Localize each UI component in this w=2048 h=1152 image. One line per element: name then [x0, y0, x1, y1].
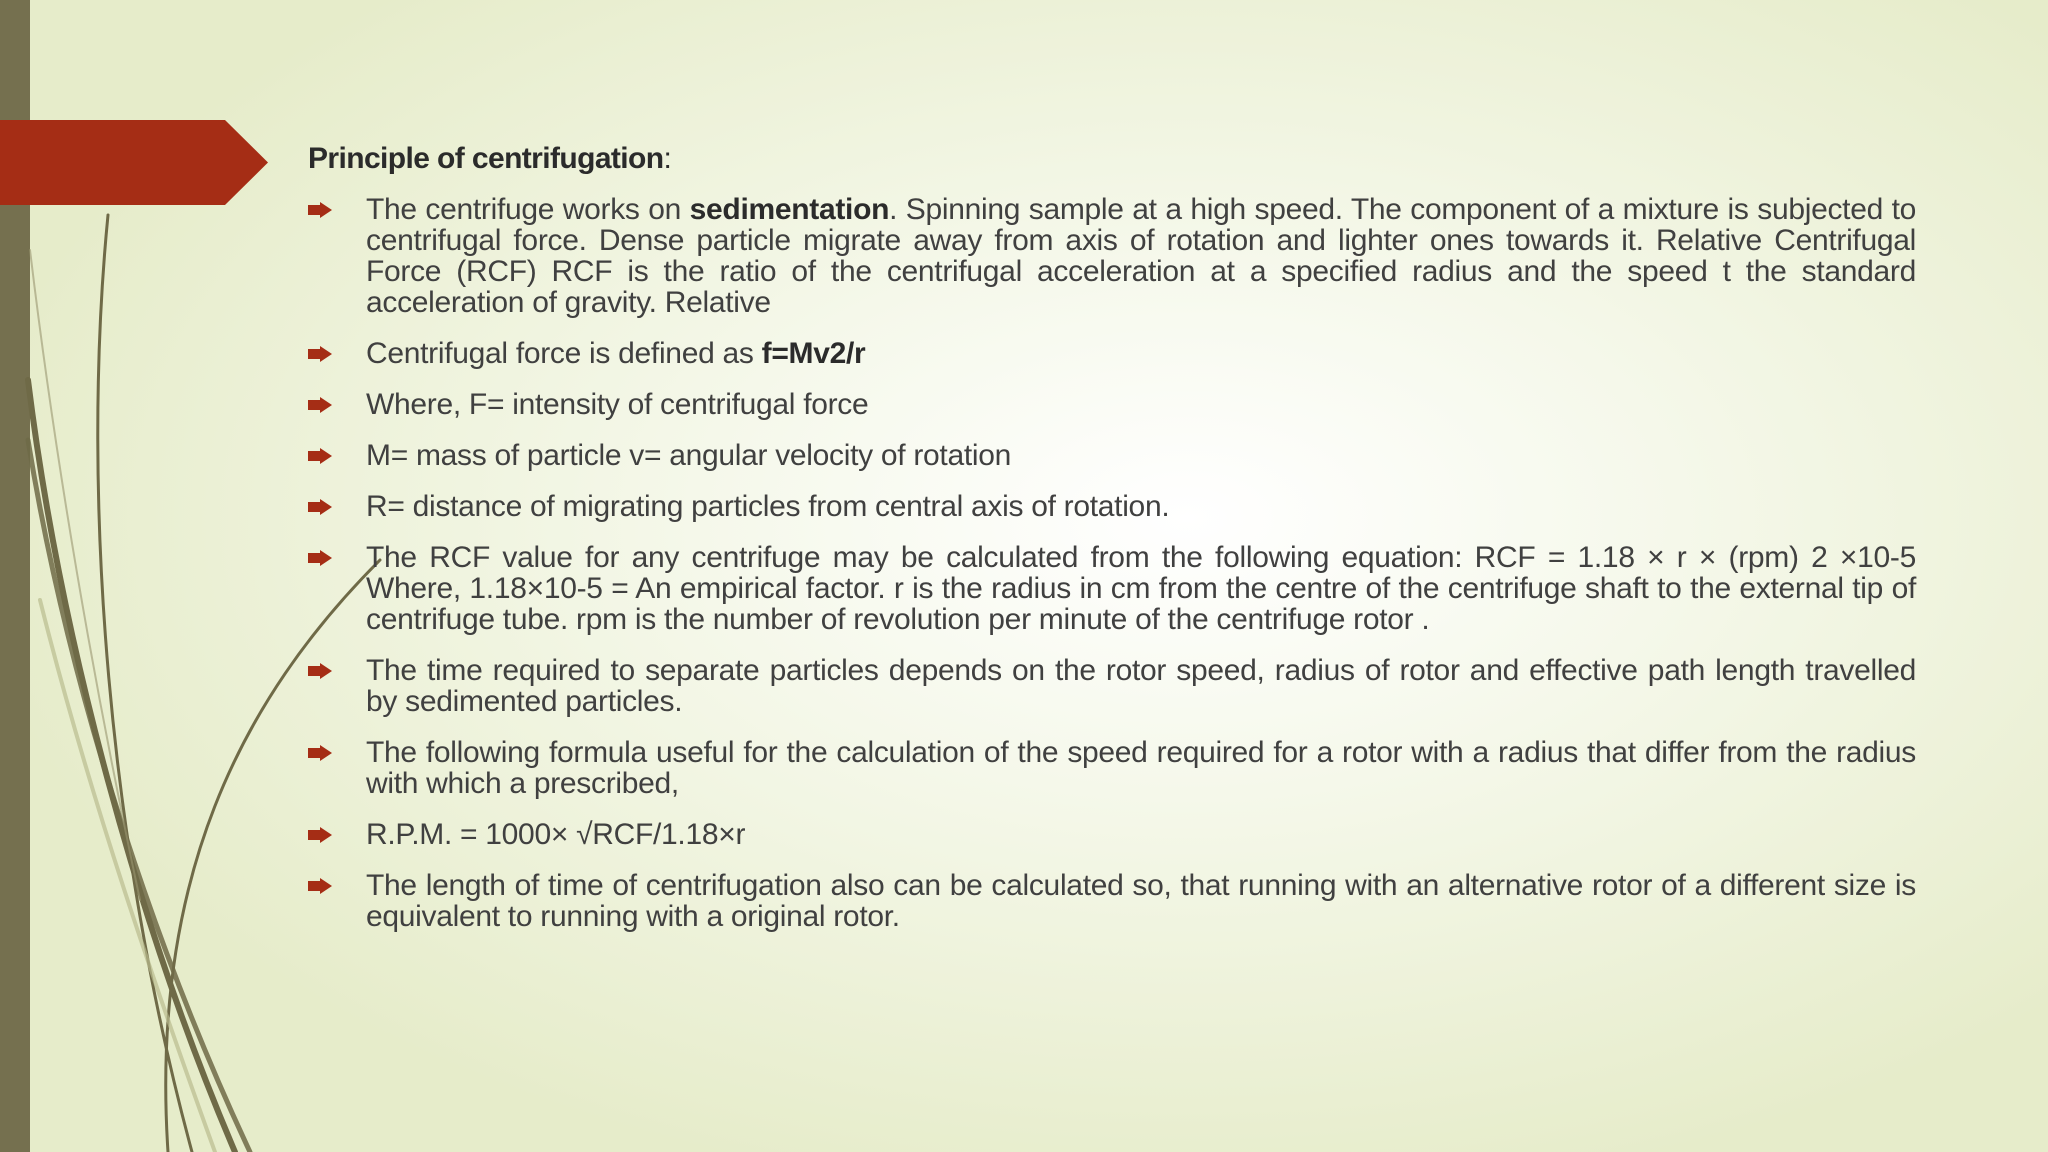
bullet-item — [308, 819, 1916, 850]
arrow-bullet-icon — [308, 878, 332, 894]
slide-title — [308, 142, 1916, 176]
slide-title-colon: : — [663, 142, 672, 175]
bullet-item — [308, 338, 1916, 369]
bullet-item — [308, 737, 1916, 799]
bullet-item — [308, 389, 1916, 420]
slide-title-text: Principle of centrifugation — [308, 142, 664, 175]
bullet-item — [308, 870, 1916, 932]
bullet-text: The centrifuge works on — [366, 193, 690, 226]
bullet-text: M= mass of particle v= angular velocity of rotation — [366, 439, 1012, 472]
bullet-text: The length of time of centrifugation also can be calculated so, that running with an alternative rotor of a different size is equivalent to running with a original rotor. — [366, 869, 1916, 933]
bullet-text: The following formula useful for the calculation of the speed required for a rotor with a radius that differ from the radius with which a prescribed, — [366, 736, 1916, 800]
bullet-item — [308, 194, 1916, 318]
arrow-bullet-icon — [308, 745, 332, 761]
bullet-list — [308, 194, 1916, 932]
arrow-bullet-icon — [308, 346, 332, 362]
bullet-text: Where, F= intensity of centrifugal force — [366, 388, 869, 421]
arrow-bullet-icon — [308, 397, 332, 413]
bullet-text-continued: . Spinning sample at a high speed. The component of a mixture is subjected to centrifugal force. Dense particle migrate away from axis of rotation and lighter ones towards it. Relative Centrifugal Force (RCF) RCF is the ratio of the centrifugal acceleration at a specified radius and the speed t the standard acceleration of gravity. Relative — [366, 193, 1917, 319]
arrow-bullet-icon — [308, 202, 332, 218]
arrow-bullet-icon — [308, 448, 332, 464]
arrow-bullet-icon — [308, 499, 332, 515]
bullet-bold-text: sedimentation — [689, 193, 890, 226]
bullet-bold-text: f=Mv2/r — [761, 337, 866, 370]
slide-content — [308, 142, 1916, 952]
bullet-text: R.P.M. = 1000× √RCF/1.18×r — [366, 818, 746, 851]
bullet-item — [308, 491, 1916, 522]
title-arrow-tab — [0, 120, 268, 205]
curve-2 — [28, 440, 250, 1152]
bullet-text: R= distance of migrating particles from central axis of rotation. — [366, 490, 1170, 523]
bullet-text: Centrifugal force is defined as — [366, 337, 762, 370]
arrow-bullet-icon — [308, 550, 332, 566]
arrow-bullet-icon — [308, 663, 332, 679]
bullet-text: The RCF value for any centrifuge may be calculated from the following equation: RCF = 1.18 × r × (rpm) 2 ×10-5 Where, 1.18×10-5 = An empirical factor. r is the radius in cm from the centre of the centrifuge shaft to the external tip of centrifuge tube. rpm is the number of revolution per minute of the centrifuge rotor . — [366, 541, 1916, 636]
curve-5 — [40, 600, 215, 1152]
bullet-item — [308, 440, 1916, 471]
bullet-text: The time required to separate particles depends on the rotor speed, radius of rotor and effective path length travelled by sedimented particles. — [366, 654, 1916, 718]
bullet-item — [308, 655, 1916, 717]
arrow-bullet-icon — [308, 827, 332, 843]
curve-1 — [28, 380, 235, 1152]
bullet-item — [308, 542, 1916, 635]
